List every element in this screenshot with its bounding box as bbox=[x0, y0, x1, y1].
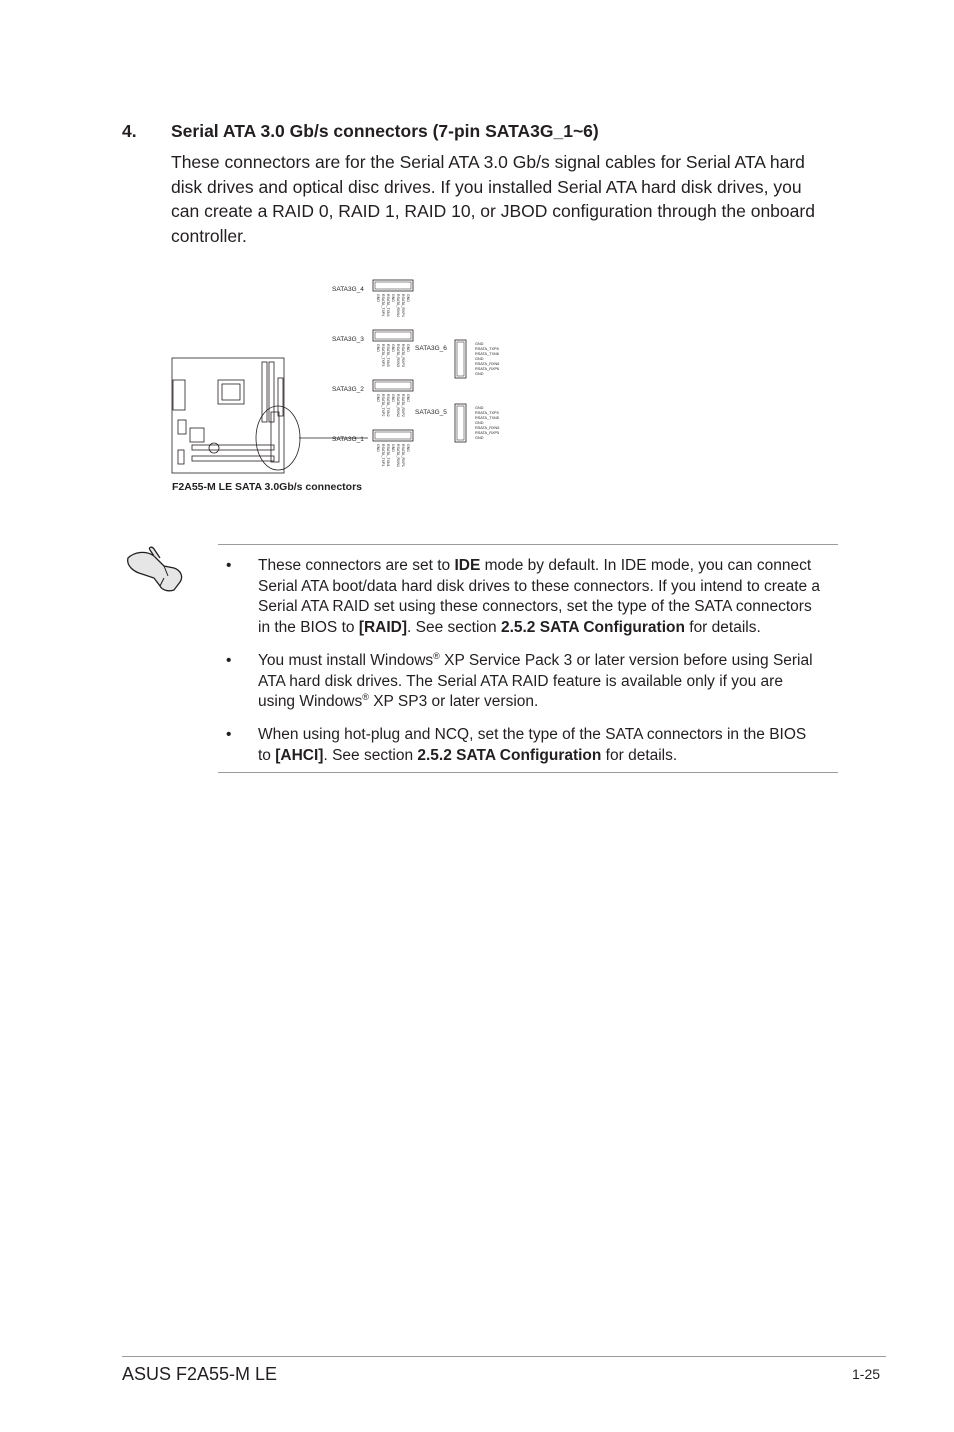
pin-label: RSATA_TXN4 bbox=[386, 294, 390, 317]
pin-label: GND bbox=[475, 357, 484, 361]
pin-label: RSATA_RXP4 bbox=[401, 294, 405, 317]
note-divider-top bbox=[218, 544, 838, 545]
connector-body bbox=[373, 280, 413, 291]
sata-connector-sata3g_6 bbox=[415, 340, 499, 378]
connector-body bbox=[455, 340, 466, 378]
sata-connector-sata3g_5 bbox=[415, 404, 499, 442]
note-divider-bottom bbox=[218, 772, 838, 773]
pin-label: RSATA_TXP3 bbox=[381, 344, 385, 367]
pin-label: RSATA_TXP4 bbox=[381, 294, 385, 317]
pin-label: GND bbox=[391, 394, 395, 402]
connector-label: SATA3G_3 bbox=[332, 336, 364, 343]
connector-label: SATA3G_2 bbox=[332, 386, 364, 393]
bullet-marker: • bbox=[226, 557, 232, 574]
bullet-marker: • bbox=[226, 726, 232, 743]
pin-label: RSATA_RXN5 bbox=[475, 426, 500, 430]
pin-label: GND bbox=[475, 372, 484, 376]
pin-label: RSATA_TXN6 bbox=[475, 352, 499, 356]
hand-icon bbox=[124, 546, 186, 594]
section-body: These connectors are for the Serial ATA 3.0 Gb/s signal cables for Serial ATA hard disk drives and optical disc drives. If you installed Serial ATA hard disk drives, you can create a RAID 0, RAID 1, RAID 10, or JBOD configuration through the onboard controller. bbox=[171, 152, 815, 246]
pin-label: GND bbox=[475, 421, 484, 425]
pin-label: RSATA_RXN2 bbox=[396, 394, 400, 418]
pin-label: RSATA_RXN3 bbox=[396, 344, 400, 368]
pin-label: RSATA_RXN6 bbox=[475, 362, 500, 366]
footer-product-name: ASUS F2A55-M LE bbox=[122, 1364, 278, 1384]
connector-body bbox=[455, 404, 466, 442]
pin-label: RSATA_RXN4 bbox=[396, 294, 400, 318]
connector-label: SATA3G_5 bbox=[415, 409, 447, 416]
pin-label: RSATA_RXP2 bbox=[401, 394, 405, 417]
pin-label: RSATA_TXN1 bbox=[386, 444, 390, 467]
footer-divider bbox=[122, 1356, 886, 1357]
note-1: These connectors are set to IDE mode by default. In IDE mode, you can connect Serial ATA boot/data hard disk drives to these connectors. If you intend to create a Serial ATA RAID set using these connectors, set the type of the SATA connectors in the BIOS to [RAID]. See section 2.5.2 SATA Configuration for details. bbox=[258, 557, 821, 636]
motherboard-illustration bbox=[172, 358, 368, 473]
pin-label: GND bbox=[391, 294, 395, 302]
pin-label: GND bbox=[475, 406, 484, 410]
pin-label: RSATA_RXP6 bbox=[475, 367, 500, 371]
pin-label: GND bbox=[376, 444, 380, 452]
connector-body bbox=[373, 380, 413, 391]
pin-label: RSATA_TXN5 bbox=[475, 416, 499, 420]
pin-label: RSATA_TXP6 bbox=[475, 347, 499, 351]
pin-label: RSATA_RXP1 bbox=[401, 444, 405, 467]
connector-label: SATA3G_1 bbox=[332, 436, 364, 443]
connector-body bbox=[373, 430, 413, 441]
pin-label: RSATA_RXP5 bbox=[475, 431, 500, 435]
pin-label: RSATA_TXP5 bbox=[475, 411, 499, 415]
pin-label: GND bbox=[406, 344, 410, 352]
note-3: When using hot-plug and NCQ, set the type of the SATA connectors in the BIOS to [AHCI]. See section 2.5.2 SATA Configuration for details. bbox=[258, 726, 807, 764]
pin-label: GND bbox=[406, 394, 410, 402]
pin-label: GND bbox=[406, 444, 410, 452]
pin-label: GND bbox=[376, 394, 380, 402]
pin-label: GND bbox=[376, 294, 380, 302]
pin-label: RSATA_TXN2 bbox=[386, 394, 390, 417]
connector-label: SATA3G_4 bbox=[332, 286, 364, 293]
pin-label: GND bbox=[475, 342, 484, 346]
pin-label: GND bbox=[391, 444, 395, 452]
pin-label: GND bbox=[376, 344, 380, 352]
bullet-marker: • bbox=[226, 652, 232, 669]
footer-page-number: 1-25 bbox=[852, 1366, 881, 1382]
sata-connector-sata3g_4 bbox=[332, 280, 413, 317]
connector-label: SATA3G_6 bbox=[415, 345, 447, 352]
pin-label: RSATA_TXN3 bbox=[386, 344, 390, 367]
pin-label: GND bbox=[391, 344, 395, 352]
pin-label: RSATA_TXP2 bbox=[381, 394, 385, 417]
pin-label: GND bbox=[475, 436, 484, 440]
sata-connector-sata3g_1 bbox=[332, 430, 413, 467]
section-title: Serial ATA 3.0 Gb/s connectors (7-pin SATA3G_1~6) bbox=[171, 121, 599, 141]
note-2: You must install Windows® XP Service Pack 3 or later version before using Serial ATA hard disk drives. The Serial ATA RAID feature is available only if you are using Windows® XP SP3 or later version. bbox=[258, 650, 813, 710]
connector-body bbox=[373, 330, 413, 341]
pin-label: RSATA_TXP1 bbox=[381, 444, 385, 467]
section-number: 4. bbox=[122, 121, 137, 141]
pin-label: RSATA_RXP3 bbox=[401, 344, 405, 367]
sata-connectors-diagram bbox=[168, 270, 538, 500]
sata-connector-sata3g_3 bbox=[332, 330, 413, 367]
diagram-caption: F2A55-M LE SATA 3.0Gb/s connectors bbox=[172, 481, 363, 493]
sata-connector-sata3g_2 bbox=[332, 380, 413, 417]
pin-label: RSATA_RXN1 bbox=[396, 444, 400, 468]
pin-label: GND bbox=[406, 294, 410, 302]
